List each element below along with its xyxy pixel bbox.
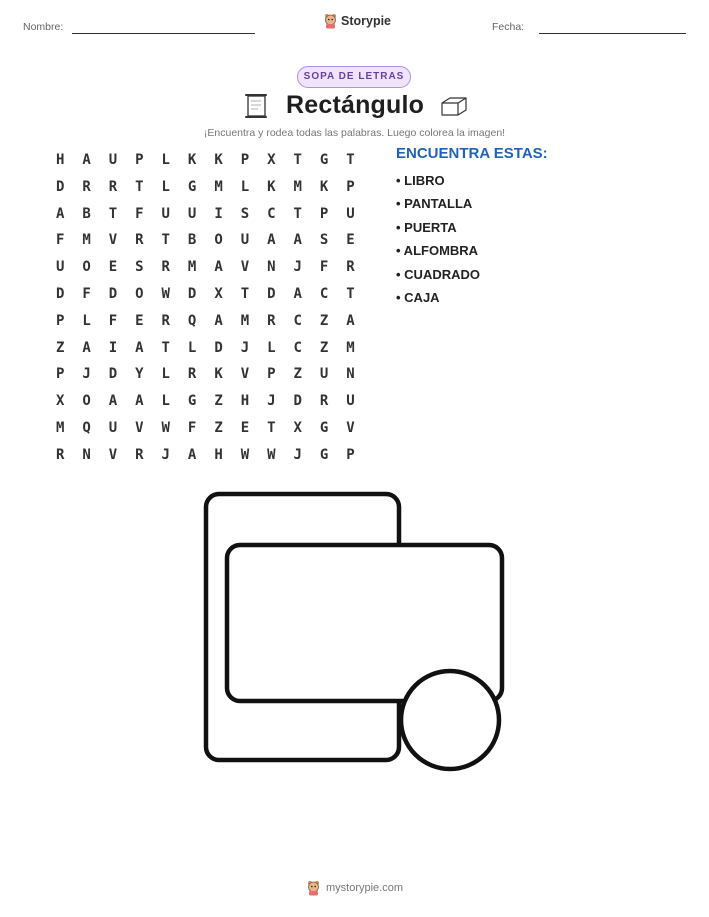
grid-letter: T — [161, 339, 170, 356]
grid-letter: R — [135, 446, 144, 463]
grid-letter: A — [214, 259, 223, 276]
grid-letter: A — [293, 285, 302, 302]
grid-letter: U — [108, 419, 118, 436]
page-title: Rectángulo — [286, 91, 425, 119]
grid-letter: Q — [187, 312, 197, 329]
grid-letter: R — [187, 366, 197, 383]
grid-row — [47, 174, 364, 201]
grid-letter: N — [82, 446, 91, 463]
name-label: Nombre: — [23, 21, 64, 33]
grid-letter: B — [82, 205, 91, 222]
grid-row — [47, 281, 364, 308]
grid-letter: V — [240, 366, 250, 383]
grid-letter: T — [293, 205, 302, 222]
grid-letter: M — [82, 232, 91, 249]
grid-letter: U — [187, 205, 197, 222]
word-list — [396, 171, 480, 311]
grid-letter: T — [346, 152, 355, 168]
word-item: • LIBRO — [396, 173, 445, 188]
grid-letter: R — [267, 312, 276, 329]
grid-letter: R — [108, 178, 118, 195]
word-list-heading: ENCUENTRA ESTAS: — [396, 145, 548, 162]
grid-letter: F — [55, 232, 65, 249]
grid-letter: A — [82, 339, 91, 356]
grid-letter: Z — [319, 312, 329, 329]
grid-letter: O — [82, 393, 91, 410]
grid-row — [47, 147, 364, 174]
grid-letter: D — [55, 285, 65, 302]
grid-letter: X — [55, 393, 65, 410]
grid-letter: R — [135, 232, 144, 249]
grid-letter: U — [55, 259, 65, 276]
brand-logo — [323, 13, 391, 29]
grid-letter: W — [240, 446, 250, 463]
footer — [306, 880, 403, 896]
grid-letter: V — [108, 446, 118, 463]
grid-letter: A — [135, 339, 144, 356]
grid-letter: L — [161, 366, 170, 383]
grid-letter: A — [293, 232, 302, 249]
grid-letter: P — [346, 178, 355, 195]
grid-letter: K — [319, 178, 329, 195]
grid-letter: E — [346, 232, 355, 249]
date-line — [539, 33, 686, 34]
storypie-mascot-icon — [306, 880, 321, 896]
grid-letter: D — [108, 285, 118, 302]
grid-letter: L — [82, 312, 91, 329]
footer-url: mystorypie.com — [326, 882, 404, 894]
word-item: • CAJA — [396, 289, 440, 305]
grid-letter: D — [187, 285, 197, 302]
grid-letter: O — [214, 232, 223, 249]
grid-letter: H — [240, 393, 250, 410]
grid-letter: R — [346, 259, 355, 276]
grid-row — [47, 335, 364, 362]
grid-letter: Z — [293, 366, 302, 383]
grid-letter: P — [135, 152, 144, 168]
grid-letter: F — [135, 205, 144, 222]
grid-letter: W — [161, 419, 170, 436]
grid-letter: U — [346, 205, 355, 222]
grid-letter: Z — [319, 339, 329, 356]
grid-letter: P — [55, 312, 65, 329]
grid-letter: K — [214, 366, 223, 383]
grid-letter: W — [267, 446, 276, 463]
grid-letter: R — [82, 178, 91, 195]
scroll-icon — [243, 92, 271, 120]
grid-letter: G — [319, 446, 329, 463]
grid-letter: G — [187, 178, 197, 195]
grid-row — [47, 442, 364, 469]
grid-letter: A — [187, 446, 197, 463]
grid-letter: J — [240, 339, 250, 356]
grid-letter: B — [187, 232, 197, 249]
grid-row — [47, 388, 364, 415]
grid-letter: R — [55, 446, 65, 463]
date-label: Fecha: — [492, 21, 525, 33]
grid-letter: P — [319, 205, 329, 222]
grid-letter: U — [108, 152, 118, 168]
word-item: • ALFOMBRA — [396, 243, 479, 259]
grid-letter: P — [346, 446, 355, 463]
grid-letter: D — [55, 178, 65, 195]
rectangle-coloring-illustration — [200, 488, 510, 778]
name-line — [72, 33, 255, 34]
grid-letter: R — [161, 312, 170, 329]
grid-letter: X — [293, 419, 302, 436]
grid-letter: S — [240, 205, 250, 222]
grid-letter: T — [293, 152, 302, 168]
grid-letter: X — [214, 285, 223, 302]
grid-row — [47, 308, 364, 335]
grid-letter: D — [267, 285, 276, 302]
instructions: ¡Encuentra y rodea todas las palabras. Luego colorea la imagen! — [203, 127, 506, 139]
grid-letter: Y — [135, 366, 144, 383]
grid-letter: Z — [214, 393, 223, 410]
circle-shape — [401, 671, 499, 769]
grid-letter: M — [346, 339, 355, 356]
grid-letter: U — [319, 366, 329, 383]
grid-letter: K — [267, 178, 276, 195]
grid-letter: C — [267, 205, 276, 222]
grid-letter: P — [240, 152, 250, 168]
grid-letter: A — [108, 393, 118, 410]
grid-letter: I — [108, 339, 118, 356]
grid-letter: A — [346, 312, 355, 329]
grid-letter: N — [267, 259, 276, 276]
grid-letter: A — [55, 205, 65, 222]
grid-row — [47, 361, 364, 388]
activity-badge: SOPA DE LETRAS — [297, 66, 411, 88]
brand-name: Storypie — [341, 14, 392, 28]
grid-letter: I — [214, 205, 223, 222]
grid-letter: A — [267, 232, 276, 249]
grid-letter: J — [267, 393, 276, 410]
word-search-grid — [47, 147, 364, 469]
grid-letter: E — [240, 419, 250, 436]
grid-row — [47, 254, 364, 281]
grid-letter: S — [319, 232, 329, 249]
grid-letter: Q — [82, 419, 91, 436]
grid-letter: D — [108, 366, 118, 383]
grid-letter: J — [293, 259, 302, 276]
grid-letter: M — [187, 259, 197, 276]
word-item: • PUERTA — [396, 219, 457, 235]
storypie-mascot-icon — [323, 13, 338, 29]
grid-letter: F — [319, 259, 329, 276]
grid-letter: T — [108, 205, 118, 222]
grid-letter: U — [240, 232, 250, 249]
grid-letter: G — [319, 419, 329, 436]
grid-letter: O — [82, 259, 91, 276]
grid-letter: M — [214, 178, 223, 195]
grid-letter: J — [161, 446, 170, 463]
grid-letter: H — [214, 446, 223, 463]
grid-letter: K — [214, 152, 223, 168]
grid-letter: K — [187, 152, 197, 168]
grid-letter: L — [187, 339, 197, 356]
grid-letter: M — [55, 419, 65, 436]
grid-letter: V — [346, 419, 355, 436]
grid-letter: U — [161, 205, 170, 222]
grid-letter: V — [135, 419, 144, 436]
grid-letter: U — [346, 393, 355, 410]
grid-letter: M — [293, 178, 302, 195]
grid-letter: T — [240, 285, 250, 302]
grid-letter: Z — [55, 339, 65, 356]
grid-letter: T — [267, 419, 276, 436]
grid-letter: E — [135, 312, 144, 329]
grid-letter: T — [161, 232, 170, 249]
grid-letter: R — [319, 393, 329, 410]
word-item: • PANTALLA — [396, 196, 473, 212]
grid-letter: C — [293, 312, 302, 329]
word-item: • CUADRADO — [396, 266, 480, 282]
grid-letter: F — [82, 285, 91, 302]
grid-letter: S — [135, 259, 144, 276]
grid-letter: T — [346, 285, 355, 302]
grid-letter: T — [135, 178, 144, 195]
grid-letter: M — [240, 312, 250, 329]
grid-row — [47, 227, 364, 254]
grid-letter: G — [319, 152, 329, 168]
grid-letter: F — [187, 419, 197, 436]
grid-letter: C — [293, 339, 302, 356]
grid-letter: F — [108, 312, 118, 329]
grid-letter: L — [161, 178, 170, 195]
grid-letter: V — [240, 259, 250, 276]
grid-letter: X — [267, 152, 276, 168]
grid-letter: V — [108, 232, 118, 249]
grid-letter: A — [82, 152, 91, 168]
grid-letter: C — [319, 285, 329, 302]
grid-letter: W — [161, 285, 170, 302]
grid-letter: Z — [214, 419, 223, 436]
box-icon — [440, 94, 468, 118]
grid-letter: D — [293, 393, 302, 410]
grid-letter: L — [161, 152, 170, 168]
grid-letter: P — [55, 366, 65, 383]
grid-letter: L — [240, 178, 250, 195]
grid-letter: L — [161, 393, 170, 410]
grid-letter: L — [267, 339, 276, 356]
grid-letter: D — [214, 339, 223, 356]
grid-letter: G — [187, 393, 197, 410]
grid-letter: R — [161, 259, 170, 276]
grid-letter: A — [214, 312, 223, 329]
grid-row — [47, 415, 364, 442]
grid-letter: O — [135, 285, 144, 302]
grid-letter: J — [293, 446, 302, 463]
grid-letter: E — [108, 259, 118, 276]
grid-row — [47, 201, 364, 228]
grid-letter: H — [55, 152, 65, 168]
grid-letter: N — [346, 366, 355, 383]
grid-letter: P — [267, 366, 276, 383]
grid-letter: J — [82, 366, 91, 383]
grid-letter: A — [135, 393, 144, 410]
